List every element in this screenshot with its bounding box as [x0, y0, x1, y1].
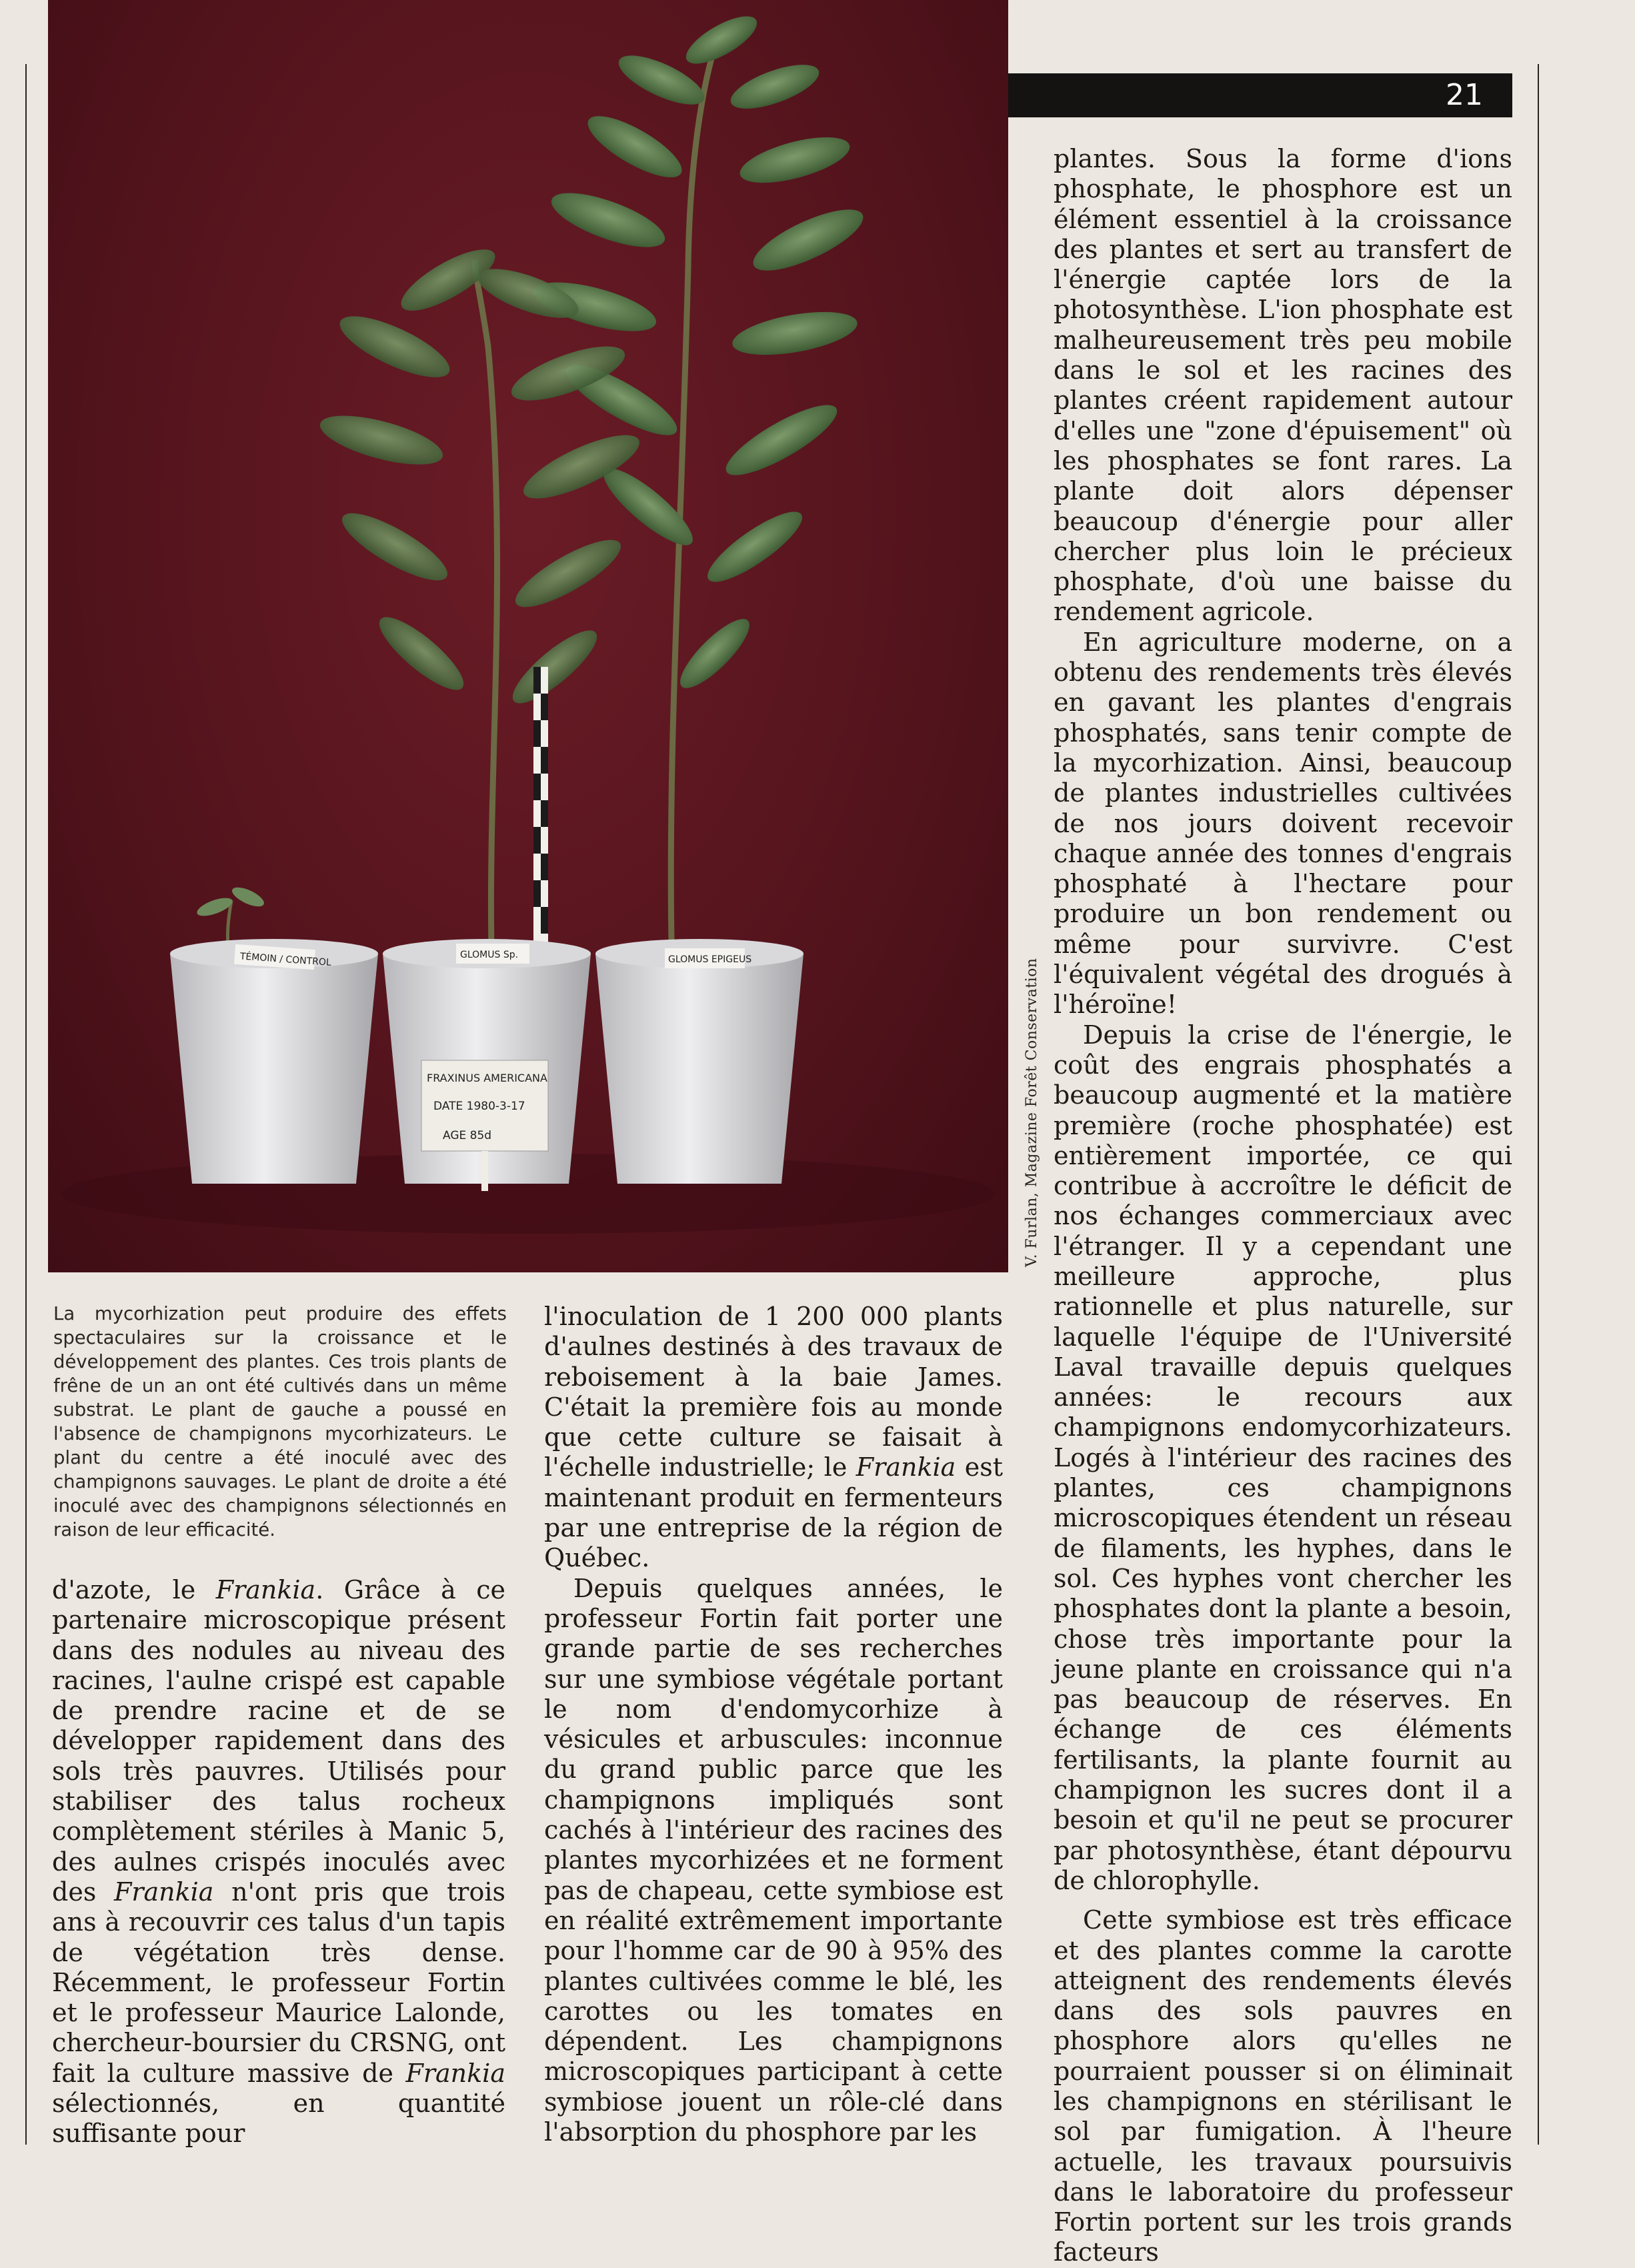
paragraph: Depuis la crise de l'énergie, le coût des engrais phosphatés a beaucoup augmenté et la matière première (roche phosphatée) est entièrement importée, ce qui contribue à accroître le déficit de nos échanges commerciaux avec l'étranger. Il y a cependant une meilleure approche, plus rationnelle et plus naturelle, sur laquelle l'équipe de l'Université Laval travaille depuis quelques années: le recours aux champignons endomycorhizateurs. Logés à l'intérieur des racines des plantes, ces champignons microscopiques étendent un réseau de filaments, les hyphes, dans le sol. Ces hyphes vont chercher les phosphates dont la plante a besoin, chose très importante pour la jeune plante en croissance qui n'a pas beaucoup de réserves. En échange de ces éléments fertilisants, la plante fournit au champignon les sucres dont il a besoin et qu'il ne peut se procurer par photosynthèse, étant dépourvu de chlorophylle. — [1054, 1020, 1512, 1895]
page-number: 21 — [1446, 78, 1483, 112]
tag-age: AGE 85d — [443, 1129, 492, 1142]
text-column-2 — [544, 1302, 1003, 2147]
text-column-1 — [52, 1575, 505, 2149]
paragraph: En agriculture moderne, on a obtenu des rendements très élevés en gavant les plantes d'engrais phosphatés, sans tenir compte de la mycorhization. Ainsi, beaucoup de plantes industrielles cultivées de nos jours doivent recevoir chaque année des tonnes d'engrais phosphaté à l'hectare pour produire un bon rendement ou même pour survivre. C'est l'équivalent végétal des drogués à l'héroïne! — [1054, 627, 1512, 1020]
paragraph: Cette symbiose est très efficace et des plantes comme la carotte atteignent des rendements élevés dans des sols pauvres en phosphore alors qu'elles ne pourraient pousser si on éliminait les champignons en stérilisant le sol par fumigation. À l'heure actuelle, les travaux poursuivis dans le laboratoire du professeur Fortin portent sur les trois grands facteurs — [1054, 1905, 1512, 2267]
page-header-bar — [1008, 73, 1512, 117]
pot-label-control: TÉMOIN / CONTROL — [239, 951, 332, 968]
pot-label-glomus-epigeus: GLOMUS EPIGEUS — [668, 954, 752, 965]
right-margin-rule — [1538, 64, 1539, 2145]
paragraph: d'azote, le Frankia. Grâce à ce partenaire microscopique présent dans des nodules au niveau des racines, l'aulne crispé est capable de prendre racine et de se développer rapidement dans des sols très pauvres. Utilisés pour stabiliser des talus rocheux complètement stériles à Manic 5, des aulnes crispés inoculés avec des Frankia n'ont pris que trois ans à recouvrir ces talus d'un tapis de végétation très dense. Récemment, le professeur Fortin et le professeur Maurice Lalonde, chercheur-boursier du CRSNG, ont fait la culture massive de Frankia sélectionnés, en quantité suffisante pour — [52, 1575, 505, 2149]
text-column-3 — [1054, 144, 1512, 2268]
ash-seedlings-photo — [48, 0, 1008, 1272]
plants-illustration — [48, 0, 1008, 1272]
paragraph: plantes. Sous la forme d'ions phosphate, le phosphore est un élément essentiel à la croissance des plantes et sert au transfert de l'énergie captée lors de la photosynthèse. L'ion phosphate est malheureusement très peu mobile dans le sol et les racines des plantes créent rapidement autour d'elles une "zone d'épuisement" où les phosphates se font rares. La plante doit alors dépenser beaucoup d'énergie pour aller chercher plus loin le précieux phosphate, d'où une baisse du rendement agricole. — [1054, 144, 1512, 627]
tag-species: FRAXINUS AMERICANA — [427, 1072, 547, 1084]
photo-caption: La mycorhization peut produire des effets spectaculaires sur la croissance et le développement des plantes. Ces trois plants de frêne de un an ont été cultivés dans un même substrat. Le plant de gauche a poussé en l'absence de champignons mycorhizateurs. Le plant du centre a été inoculé avec des champignons sauvages. Le plant de droite a été inoculé avec des champignons sélectionnés en raison de leur efficacité. — [53, 1303, 507, 1540]
pot-label-glomus-sp: GLOMUS Sp. — [460, 950, 519, 960]
paragraph: Depuis quelques années, le professeur Fortin fait porter une grande partie de ses recherches sur une symbiose végétale portant le nom d'endomycorhize à vésicules et arbuscules: inconnue du grand public parce que les champignons impliqués sont cachés à l'intérieur des racines des plantes mycorhizées et ne forment pas de chapeau, cette symbiose est en réalité extrêmement importante pour l'homme car de 90 à 95% des plantes cultivées comme le blé, les carottes ou les tomates en dépendent. Les champignons microscopiques participant à cette symbiose jouent un rôle-clé dans l'absorption du phosphore par les — [544, 1573, 1003, 2147]
pot-left — [170, 939, 378, 1184]
photo-credit: V. Furlan, Magazine Forêt Conservation — [1024, 958, 1040, 1267]
tag-date: DATE 1980-3-17 — [433, 1100, 525, 1113]
left-margin-rule — [25, 64, 27, 2145]
pot-right — [595, 939, 803, 1184]
paragraph: l'inoculation de 1 200 000 plants d'aulnes destinés à des travaux de reboisement à la baie James. C'était la première fois au monde que cette culture se faisait à l'échelle industrielle; le Frankia est maintenant produit en fermenteurs par une entreprise de la région de Québec. — [544, 1302, 1004, 1573]
